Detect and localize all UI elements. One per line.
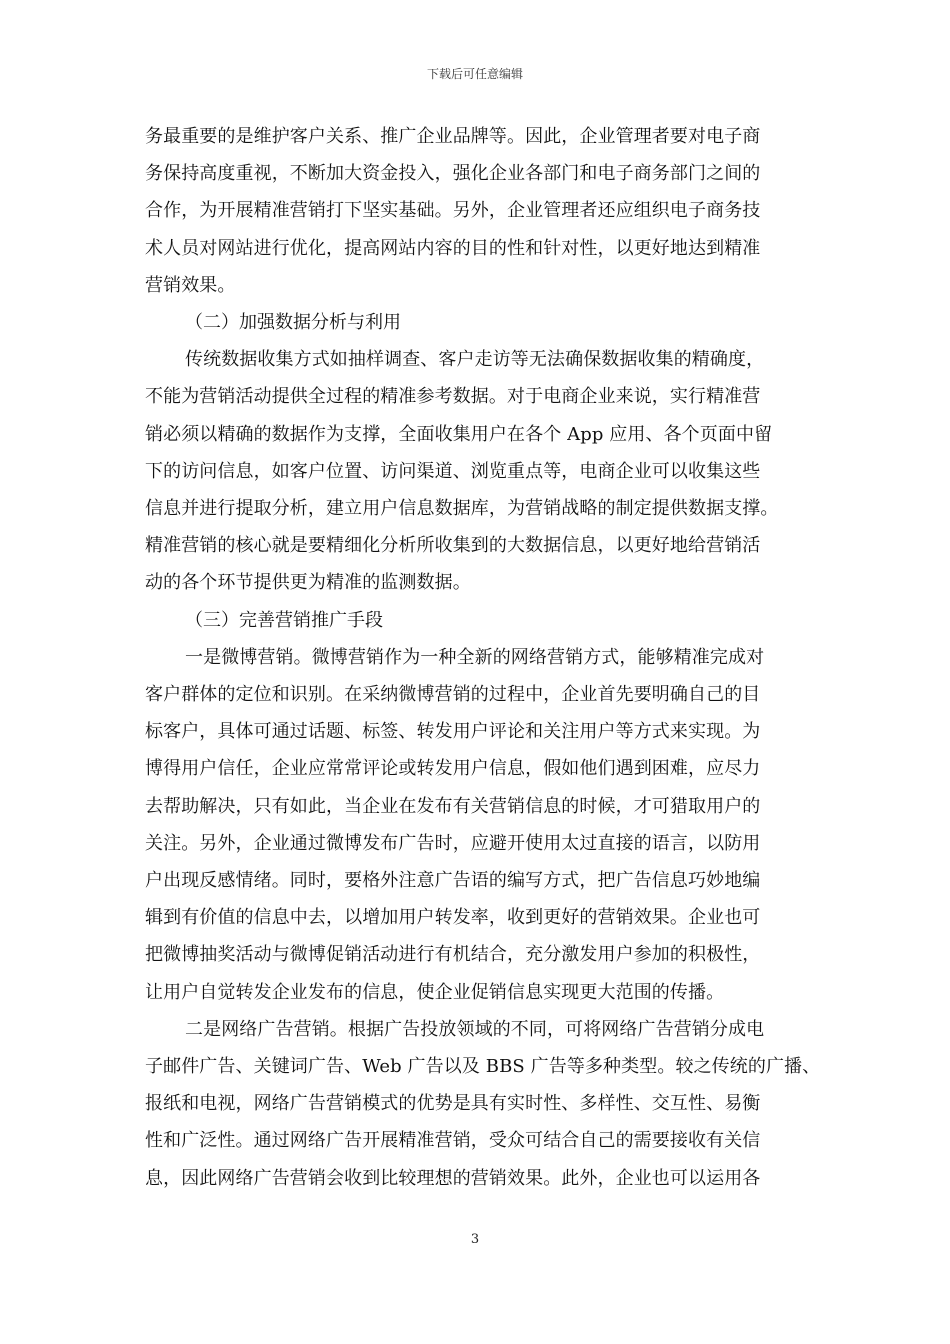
body-line: 把微博抽奖活动与微博促销活动进行有机结合，充分激发用户参加的积极性， xyxy=(145,944,761,966)
document-body xyxy=(145,118,821,1197)
body-line: 不能为营销活动提供全过程的精准参考数据。对于电商企业来说，实行精准营 xyxy=(145,386,761,408)
body-line: 客户群体的定位和识别。在采纳微博营销的过程中，企业首先要明确自己的目 xyxy=(145,684,761,706)
body-line: 息，因此网络广告营销会收到比较理想的营销效果。此外，企业也可以运用各 xyxy=(145,1167,761,1189)
body-line: 报纸和电视，网络广告营销模式的优势是具有实时性、多样性、交互性、易衡 xyxy=(145,1093,761,1115)
section-heading-data-analysis: （二）加强数据分析与利用 xyxy=(185,312,401,334)
body-line: 让用户自觉转发企业发布的信息，使企业促销信息实现更大范围的传播。 xyxy=(145,981,725,1003)
paragraph-first-line: 一是微博营销。微博营销作为一种全新的网络营销方式，能够精准完成对 xyxy=(185,646,765,668)
body-line: 博得用户信任，企业应常常评论或转发用户信息，假如他们遇到困难，应尽力 xyxy=(145,758,761,780)
body-line: 务保持高度重视，不断加大资金投入，强化企业各部门和电子商务部门之间的 xyxy=(145,163,761,185)
body-line: 信息并进行提取分析，建立用户信息数据库，为营销战略的制定提供数据支撑。 xyxy=(145,498,779,520)
body-line: 合作，为开展精准营销打下坚实基础。另外，企业管理者还应组织电子商务技 xyxy=(145,200,761,222)
body-line: 子邮件广告、关键词广告、Web 广告以及 BBS 广告等多种类型。较之传统的广播、 xyxy=(145,1056,821,1078)
body-line: 术人员对网站进行优化，提高网站内容的目的性和针对性，以更好地达到精准 xyxy=(145,237,761,259)
page-header: 下载后可任意编辑 xyxy=(426,67,523,81)
section-heading-marketing-methods: （三）完善营销推广手段 xyxy=(185,609,383,631)
page-number: 3 xyxy=(470,1232,480,1247)
paragraph-first-line: 传统数据收集方式如抽样调查、客户走访等无法确保数据收集的精确度， xyxy=(185,349,765,371)
body-line: 辑到有价值的信息中去，以增加用户转发率，收到更好的营销效果。企业也可 xyxy=(145,907,761,929)
body-line: 关注。另外，企业通过微博发布广告时，应避开使用太过直接的语言，以防用 xyxy=(145,832,761,854)
body-line: 去帮助解决，只有如此，当企业在发布有关营销信息的时候，才可猎取用户的 xyxy=(145,795,761,817)
body-line: 性和广泛性。通过网络广告开展精准营销，受众可结合自己的需要接收有关信 xyxy=(145,1130,761,1152)
body-line: 下的访问信息，如客户位置、访问渠道、浏览重点等，电商企业可以收集这些 xyxy=(145,460,761,482)
body-line: 户出现反感情绪。同时，要格外注意广告语的编写方式，把广告信息巧妙地编 xyxy=(145,870,761,892)
paragraph-first-line: 二是网络广告营销。根据广告投放领域的不同，可将网络广告营销分成电 xyxy=(185,1018,765,1040)
body-line: 动的各个环节提供更为精准的监测数据。 xyxy=(145,572,471,594)
body-line: 务最重要的是维护客户关系、推广企业品牌等。因此，企业管理者要对电子商 xyxy=(145,126,761,147)
body-line: 销必须以精确的数据作为支撑，全面收集用户在各个 App 应用、各个页面中留 xyxy=(145,423,773,445)
body-line: 营销效果。 xyxy=(145,274,236,296)
body-line: 标客户，具体可通过话题、标签、转发用户评论和关注用户等方式来实现。为 xyxy=(145,721,761,743)
body-line: 精准营销的核心就是要精细化分析所收集到的大数据信息，以更好地给营销活 xyxy=(145,535,761,557)
